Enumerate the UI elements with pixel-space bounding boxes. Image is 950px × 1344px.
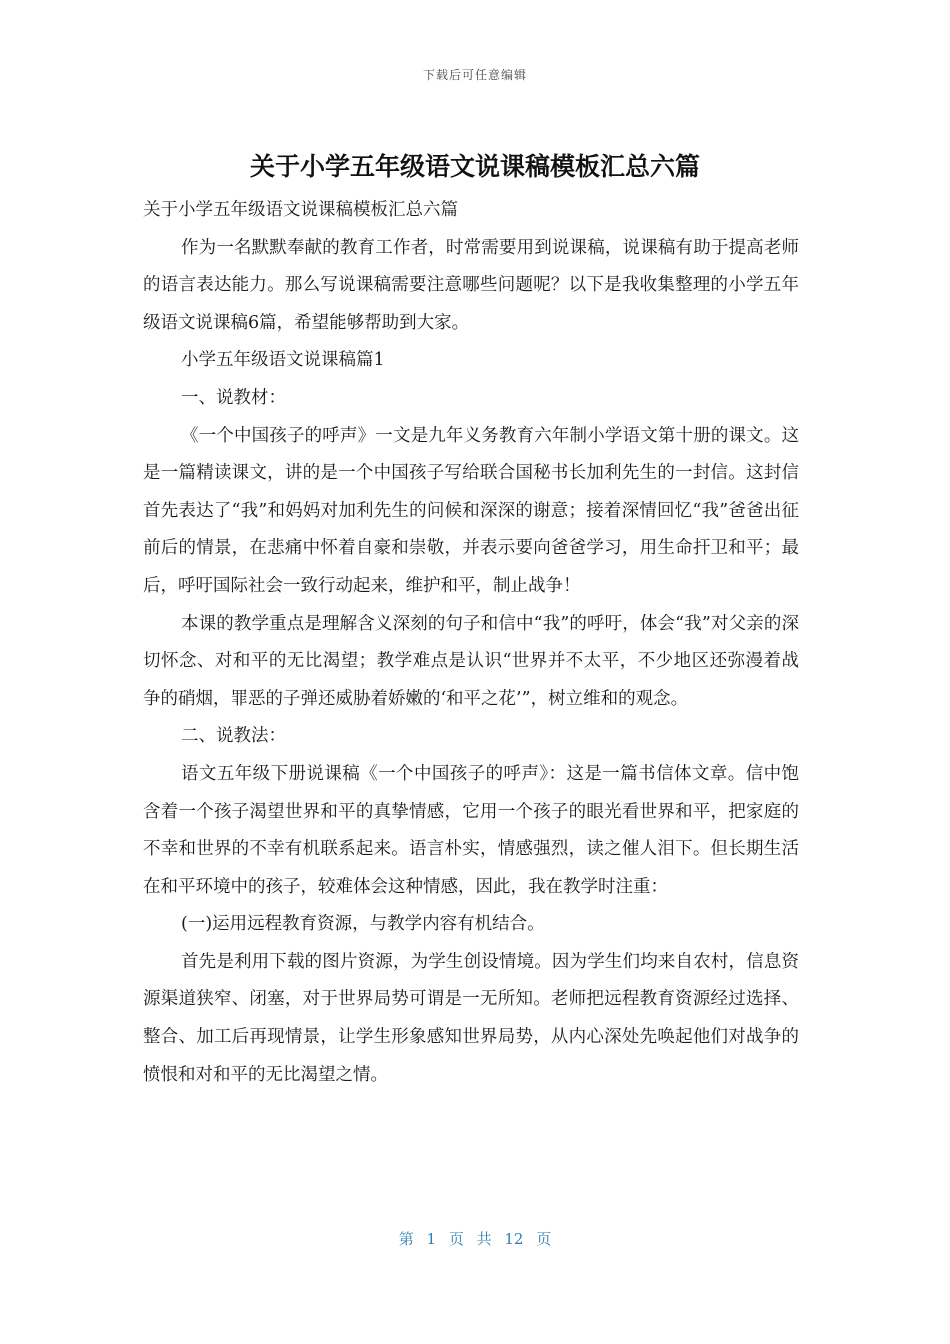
- subheading-method: 二、说教法：: [181, 726, 286, 747]
- document-body: [143, 192, 799, 1094]
- section-heading-1: 小学五年级语文说课稿篇1: [181, 350, 385, 371]
- intro-paragraph: 作为一名默默奉献的教育工作者，时常需要用到说课稿，说课稿有助于提高老师的语言表达能力。那么写说课稿需要注意哪些问题呢？以下是我收集整理的小学五年级语文说课稿6篇，希望能够帮助到大家。: [143, 237, 799, 333]
- key-points-paragraph: 本课的教学重点是理解含义深刻的句子和信中“我”的呼吁，体会“我”对父亲的深切怀念、对和平的无比渴望；教学难点是认识“世界并不太平，不少地区还弥漫着战争的硝烟，罪恶的子弹还威胁着娇嫩的‘和平之花’”，树立维和的观念。: [143, 613, 799, 709]
- subtitle-line: 关于小学五年级语文说课稿模板汇总六篇: [143, 200, 458, 220]
- textbook-paragraph: 《一个中国孩子的呼声》一文是九年义务教育六年制小学语文第十册的课文。这是一篇精读课文，讲的是一个中国孩子写给联合国秘书长加利先生的一封信。这封信首先表达了“我”和妈妈对加利先生的问候和深深的谢意；接着深情回忆“我”爸爸出征前后的情景，在悲痛中怀着自豪和崇敬，并表示要向爸爸学习，用生命扞卫和平；最后，呼吁国际社会一致行动起来，维护和平，制止战争！: [143, 425, 799, 596]
- method-paragraph: 语文五年级下册说课稿《一个中国孩子的呼声》：这是一篇书信体文章。信中饱含着一个孩子渴望世界和平的真挚情感，它用一个孩子的眼光看世界和平，把家庭的不幸和世界的不幸有机联系起来。语言朴实，情感强烈，读之催人泪下。但长期生活在和平环境中的孩子，较难体会这种情感，因此，我在教学时注重：: [143, 763, 799, 897]
- method-item-1: (一)运用远程教育资源，与教学内容有机结合。: [181, 914, 545, 935]
- document-title: 关于小学五年级语文说课稿模板汇总六篇: [249, 152, 700, 181]
- page-number-footer: 第 1 页 共 12 页: [398, 1230, 552, 1248]
- resource-paragraph: 首先是利用下载的图片资源，为学生创设情境。因为学生们均来自农村，信息资源渠道狭窄、闭塞，对于世界局势可谓是一无所知。老师把远程教育资源经过选择、整合、加工后再现情景，让学生形象感知世界局势，从内心深处先唤起他们对战争的愤恨和对和平的无比渴望之情。: [143, 951, 799, 1085]
- header-note: 下载后可任意编辑: [422, 68, 527, 82]
- subheading-textbook: 一、说教材：: [181, 387, 286, 408]
